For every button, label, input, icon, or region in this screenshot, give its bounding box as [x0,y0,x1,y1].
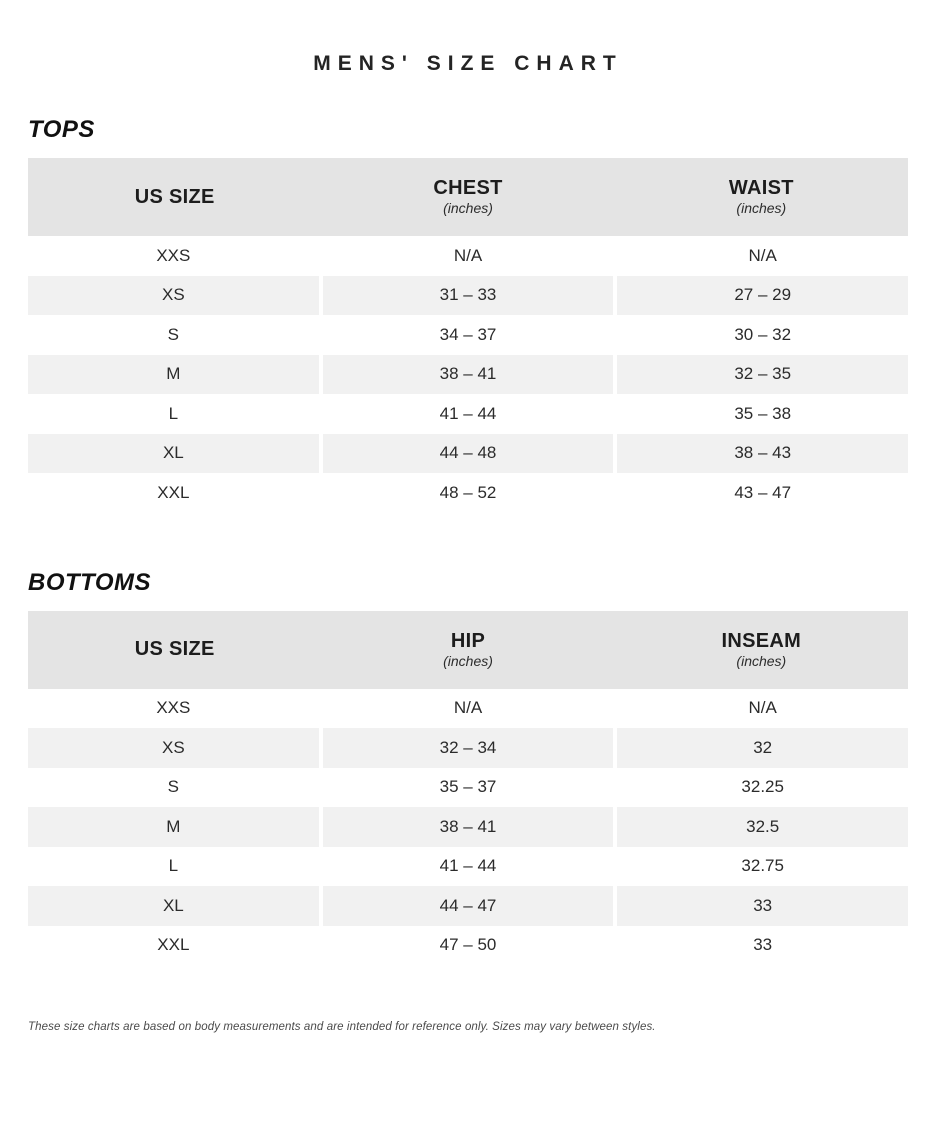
table-row [28,689,908,729]
waist-value-cell: 32 – 35 [617,355,908,395]
size-cell: XL [28,886,319,926]
bottoms-column-header-us-size [28,611,321,689]
size-cell: XXL [157,482,190,502]
size-cell: L [168,403,179,423]
bottoms-column-header-hip [321,611,614,689]
table-row [28,728,908,768]
chest-value-cell: 48 – 52 [439,482,497,502]
table-row [28,236,908,276]
page-title: MENS' SIZE CHART [313,52,623,75]
table-row [28,768,908,808]
tops-section [28,116,908,513]
size-cell: XXS [156,245,191,265]
chest-value-cell: N/A [453,245,483,265]
waist-value-cell: 38 – 43 [617,434,908,474]
size-cell: XL [28,434,319,474]
chest-value-cell: 41 – 44 [439,403,497,423]
table-row [28,847,908,887]
bottoms-table [28,611,908,966]
column-header-label: WAIST [728,177,794,200]
table-row [28,926,908,966]
inseam-value-cell: 32.25 [741,777,784,797]
size-cell: M [28,355,319,395]
column-header-unit: (inches) [736,200,787,217]
bottoms-section [28,569,908,966]
tops-table-body [28,236,908,513]
table-row [28,473,908,513]
table-row [28,394,908,434]
waist-value-cell: 27 – 29 [617,276,908,316]
table-row [28,886,908,926]
bottoms-column-header-inseam [615,611,908,689]
table-row [28,807,908,847]
inseam-value-cell: 33 [753,935,773,955]
column-header-label: US SIZE [134,638,215,660]
chest-value-cell: 34 – 37 [439,324,497,344]
inseam-value-cell: 32.5 [617,807,908,847]
tops-table-header-row [28,158,908,236]
size-cell: S [167,324,179,344]
tops-column-header-us-size [28,158,321,236]
hip-value-cell: 41 – 44 [439,856,497,876]
waist-value-cell: 43 – 47 [734,482,792,502]
waist-value-cell: 30 – 32 [734,324,792,344]
table-row [28,276,908,316]
chest-value-cell: 31 – 33 [323,276,614,316]
table-row [28,434,908,474]
chest-value-cell: 38 – 41 [323,355,614,395]
size-cell: XXS [156,698,191,718]
size-cell: S [167,777,179,797]
column-header-unit: (inches) [736,652,787,669]
chest-value-cell: 44 – 48 [323,434,614,474]
size-cell: M [28,807,319,847]
tops-column-header-waist [615,158,908,236]
table-row [28,315,908,355]
waist-value-cell: N/A [748,245,777,265]
tops-section-heading: TOPS [28,116,95,143]
inseam-value-cell: N/A [748,698,777,718]
inseam-value-cell: 33 [617,886,908,926]
size-cell: XS [28,728,319,768]
column-header-label: CHEST [433,177,503,200]
hip-value-cell: 44 – 47 [323,886,614,926]
hip-value-cell: 32 – 34 [323,728,614,768]
size-cell: XS [28,276,319,316]
bottoms-section-heading: BOTTOMS [28,568,152,596]
waist-value-cell: 35 – 38 [734,403,792,423]
hip-value-cell: N/A [453,698,483,718]
bottoms-table-body [28,689,908,966]
table-row [28,355,908,395]
size-cell: XXL [157,935,190,955]
hip-value-cell: 47 – 50 [439,935,497,955]
column-header-unit: (inches) [443,652,493,669]
tops-table [28,158,908,513]
inseam-value-cell: 32.75 [741,856,784,876]
bottoms-table-header-row [28,611,908,689]
inseam-value-cell: 32 [617,728,908,768]
hip-value-cell: 35 – 37 [439,777,497,797]
footnote: These size charts are based on body measurements and are intended for reference only. Sizes may vary between styles. [28,1021,656,1033]
size-chart-page [0,52,933,1033]
column-header-label: HIP [450,629,486,652]
size-cell: L [168,856,179,876]
column-header-unit: (inches) [443,200,493,217]
column-header-label: INSEAM [721,629,802,652]
column-header-label: US SIZE [134,185,215,208]
tops-column-header-chest [321,158,614,236]
hip-value-cell: 38 – 41 [323,807,614,847]
